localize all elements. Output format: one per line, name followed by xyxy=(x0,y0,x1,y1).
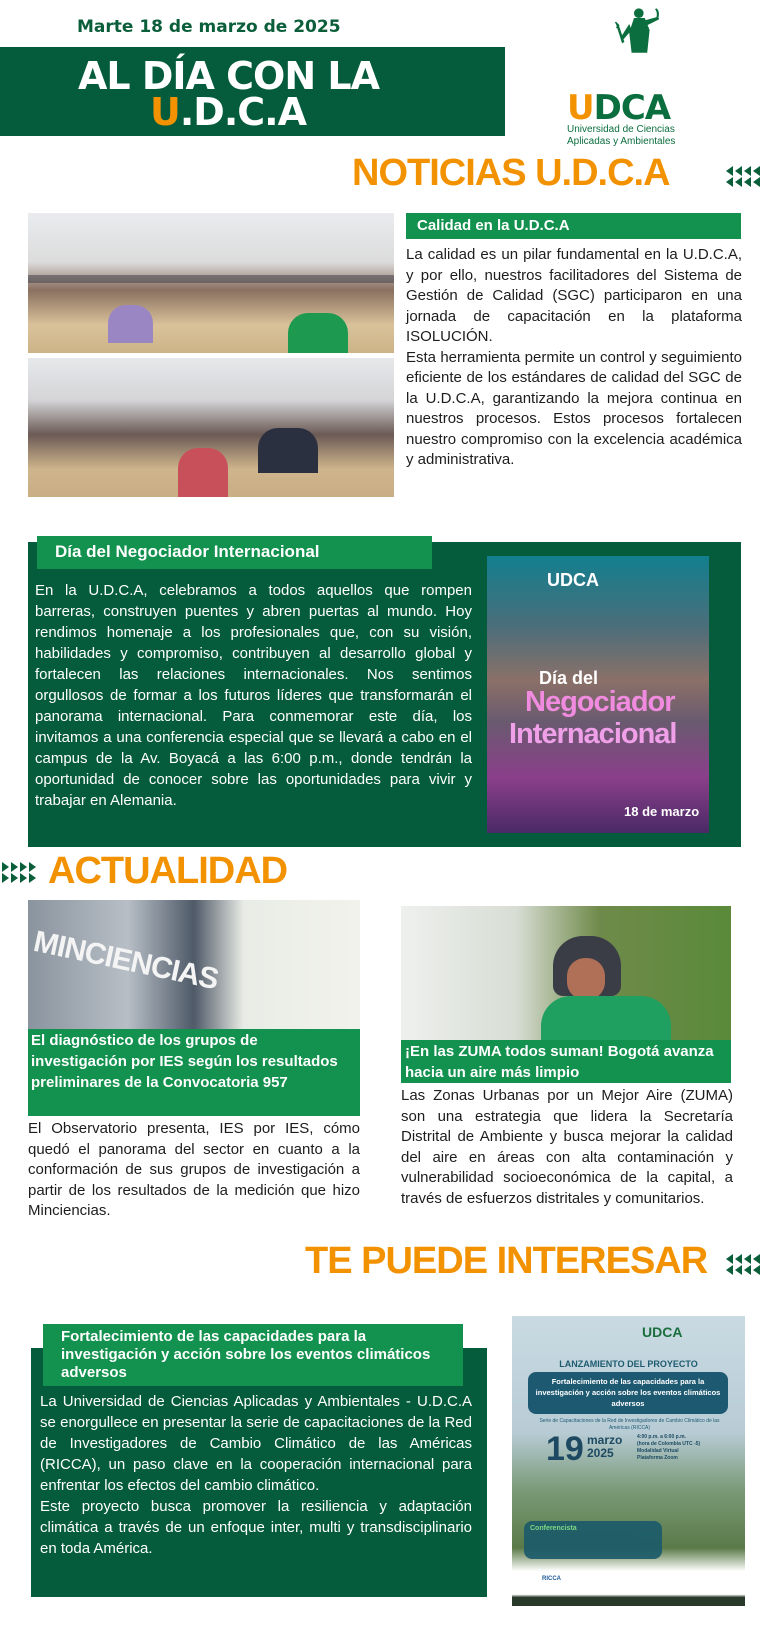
ricca-poster-speaker: Conferencista xyxy=(524,1521,662,1559)
section-title-interesar: TE PUEDE INTERESAR xyxy=(305,1240,708,1282)
poster-date: 18 de marzo xyxy=(624,804,700,819)
section-title-actualidad: ACTUALIDAD xyxy=(48,850,288,892)
banner-title-line2 xyxy=(150,92,306,132)
ricca-poster-time: 4:00 p.m. a 6:00 p.m. xyxy=(637,1434,686,1440)
poster-line3: Internacional xyxy=(509,718,677,750)
ricca-poster-timezone: (hora de Colombia UTC -5) xyxy=(637,1441,701,1447)
ricca-poster-headline: Fortalecimiento de las capacidades para la investigación y acción sobre los eventos climáticos adversos xyxy=(528,1372,728,1414)
ricca-poster-month: marzo xyxy=(587,1433,623,1447)
arrows-right-icon xyxy=(2,862,38,884)
actualidad-left-body: El Observatorio presenta, IES por IES, cómo quedó el panorama del sector en cuanto a la conformación de sus grupos de investigación a partir de los resultados de la medición que hizo Minciencias. xyxy=(28,1120,360,1219)
udca-logo-figure-icon xyxy=(562,6,712,90)
poster-line1: Día del xyxy=(539,668,599,688)
logo-subtitle-line2: Aplicadas y Ambientales xyxy=(567,136,676,147)
logo-subtitle-line1: Universidad de Ciencias xyxy=(567,124,675,135)
interesar-paragraph-2: Este proyecto busca promover la resiliencia y adaptación climática a través de un enfoque inter, multi y transdisciplinario en toda América. xyxy=(40,1498,472,1557)
ricca-poster-details xyxy=(637,1434,700,1462)
ricca-poster-kicker: LANZAMIENTO DEL PROYECTO xyxy=(559,1359,698,1369)
banner-title-line1: AL DÍA CON LA xyxy=(78,54,380,98)
interesar-body xyxy=(40,1391,472,1559)
ricca-poster-day: 19 xyxy=(546,1430,584,1468)
photo-zuma-woman xyxy=(401,906,731,1040)
calidad-paragraph-2: Esta herramienta permite un control y seguimiento eficiente de los estándares de calidad del SGC de la U.D.C.A, garantizando la mejora continua en nuestros procesos. Estos procesos fortalecen nuestro compromiso con la excelencia académica y administrativa. xyxy=(406,348,742,468)
logo-dca: DCA xyxy=(593,88,671,128)
negociador-title: Día del Negociador Internacional xyxy=(37,536,432,569)
ricca-logo: RICCA xyxy=(542,1576,561,1582)
calidad-paragraph-1: La calidad es un pilar fundamental en la U.D.C.A, y por ello, nuestros facilitadores del Sistema de Gestión de Calidad (SGC) participaron en una jornada de capacitación en la plataforma ISOLUCIÓN. xyxy=(406,246,742,345)
interesar-paragraph-1: La Universidad de Ciencias Aplicadas y Ambientales - U.D.C.A se enorgullece en presentar la serie de capacitaciones de la Red de Investigadores de Cambio Climático de las Américas (RICCA), un paso clave en la cooperación internacional para enfrentar los efectos del cambio climático. xyxy=(40,1393,472,1494)
calidad-title: Calidad en la U.D.C.A xyxy=(406,213,741,239)
interesar-title: Fortalecimiento de las capacidades para la investigación y acción sobre los eventos climáticos adversos xyxy=(43,1324,463,1386)
issue-date: Marte 18 de marzo de 2025 xyxy=(77,17,341,37)
ricca-poster-platform: Plataforma Zoom xyxy=(637,1455,678,1461)
actualidad-left-title: El diagnóstico de los grupos de investigación por IES según los resultados preliminares de la Convocatoria 957 xyxy=(28,1029,360,1116)
poster-line2: Negociador xyxy=(525,686,675,718)
ricca-poster-series: Serie de Capacitaciones de la Red de Investigadores de Cambio Climático de las Américas (RICCA) xyxy=(539,1418,720,1431)
photo-calidad-group-2 xyxy=(28,358,394,497)
arrows-left-icon xyxy=(726,166,762,188)
ricca-poster-month-year xyxy=(587,1434,622,1460)
calidad-body xyxy=(406,245,742,471)
arrows-left-icon-2 xyxy=(726,1254,762,1276)
photo-minciencias-building xyxy=(28,900,360,1030)
banner-udca-rest: .D.C.A xyxy=(179,90,307,134)
actualidad-right-title: ¡En las ZUMA todos suman! Bogotá avanza hacia un aire más limpio xyxy=(401,1040,731,1083)
ricca-poster-mode: Modalidad Virtual xyxy=(637,1448,679,1454)
ricca-poster-year: 2025 xyxy=(587,1446,614,1460)
photo-calidad-group-1 xyxy=(28,213,394,353)
ricca-poster xyxy=(512,1316,745,1606)
poster-udca-logo: UDCA xyxy=(547,570,599,590)
actualidad-right-body: Las Zonas Urbanas por un Mejor Aire (ZUMA) son una estrategia que lidera la Secretaría Distrital de Ambiente y busca mejorar la calidad del aire en áreas con alta contaminación y vulnerabilidad socioeconómica de la capital, a través de esfuerzos distritales y comunitarios. xyxy=(401,1087,733,1207)
udca-logo-wordmark xyxy=(567,88,670,128)
negociador-body: En la U.D.C.A, celebramos a todos aquellos que rompen barreras, construyen puentes y abren puertas al mundo. Hoy rendimos homenaje a los profesionales que, con su visión, habilidades y compromiso, contribuyen al desarrollo global y fortalecen las relaciones internacionales. Nos sentimos orgullosos de formar a los futuros líderes que transformarán el panorama internacional. Para conmemorar este día, los invitamos a una conferencia especial que se llevará a cabo en el campus de la Av. Boyacá a las 6:00 p.m., donde tendrán la oportunidad de conocer sobre las oportunidades para vivir y trabajar en Alemania. xyxy=(35,582,472,809)
section-title-noticias: NOTICIAS U.D.C.A xyxy=(352,152,670,194)
minciencias-sign: MINCIENCIAS xyxy=(30,924,221,997)
negociador-poster xyxy=(487,556,709,833)
banner-u-highlight: U xyxy=(150,90,180,134)
logo-subtitle xyxy=(567,124,675,148)
ricca-poster-udca-logo: UDCA xyxy=(642,1324,683,1340)
logo-u: U xyxy=(567,88,594,128)
